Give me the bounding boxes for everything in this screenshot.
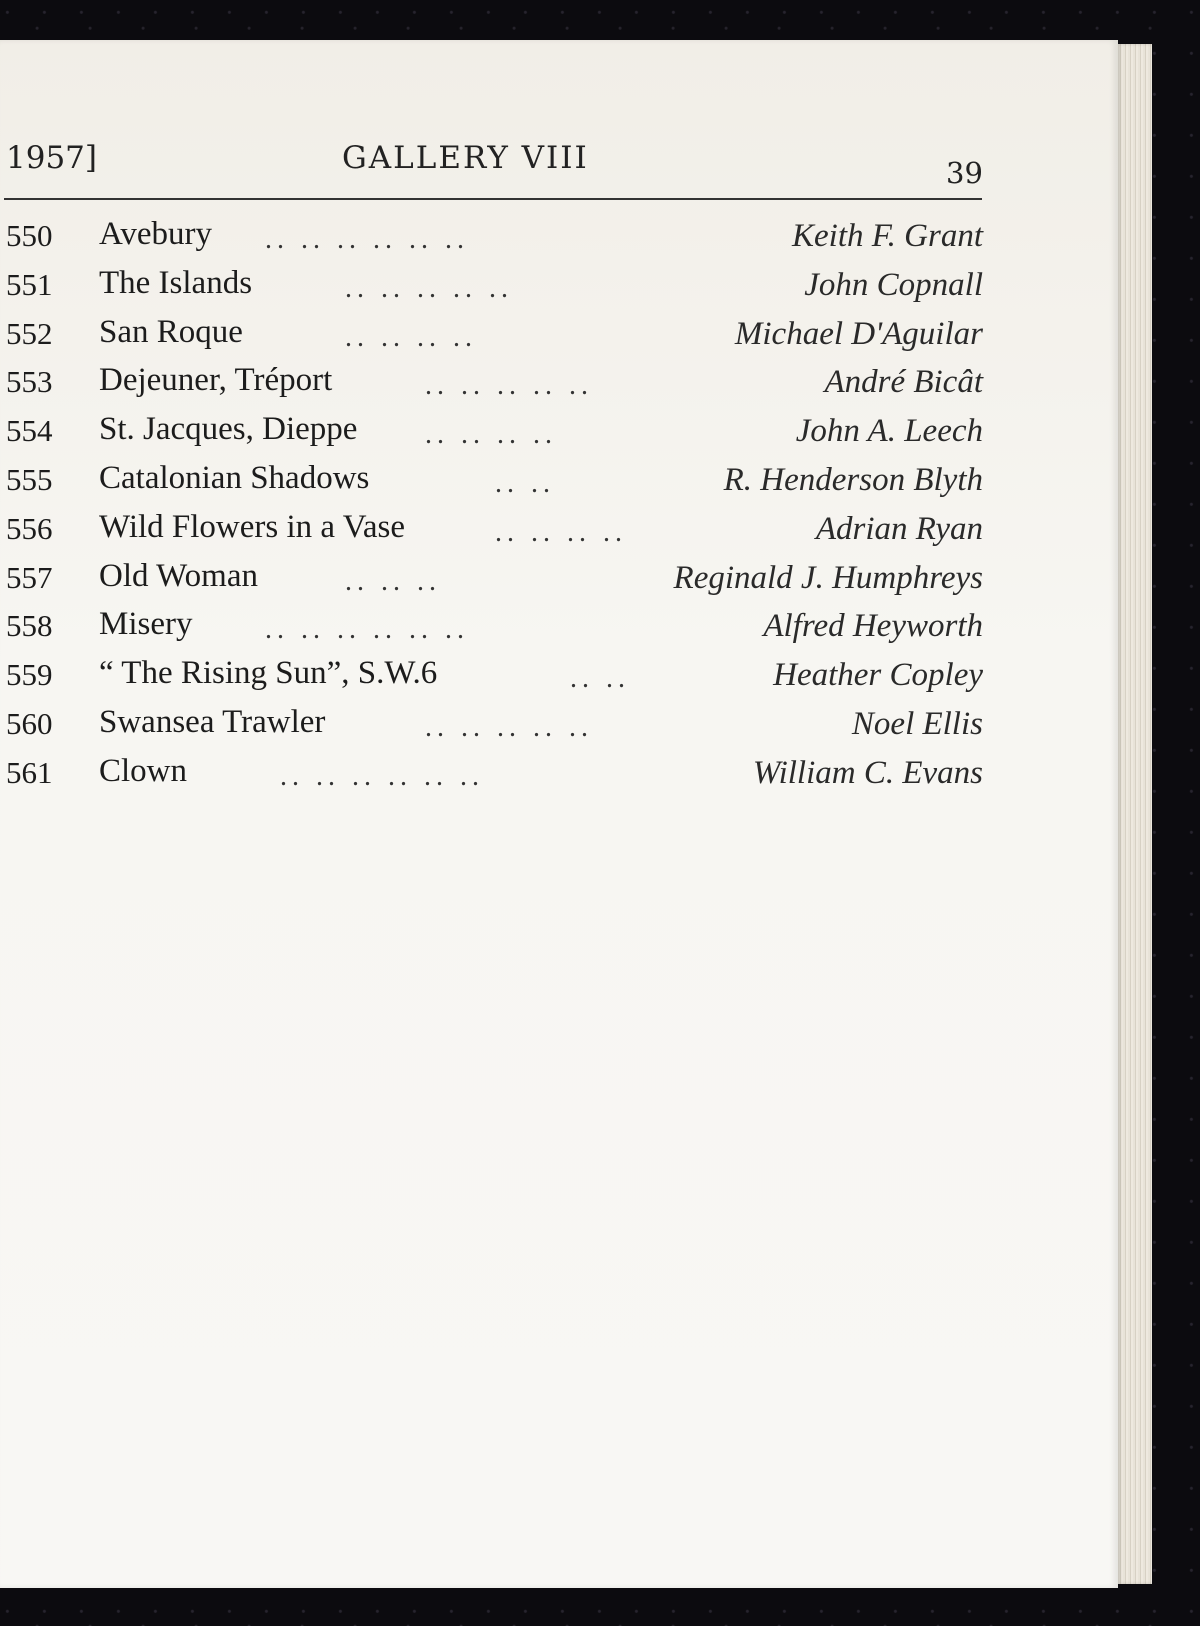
page-stack-edge	[1118, 44, 1152, 1584]
catalogue-entry	[0, 407, 985, 456]
entry-title: “ The Rising Sun”, S.W.6	[99, 655, 438, 692]
entry-number: 556	[6, 510, 53, 546]
entry-title: Wild Flowers in a Vase	[99, 508, 406, 545]
entry-artist: Reginald J. Humphreys	[673, 559, 983, 596]
entry-artist: Adrian Ryan	[815, 510, 983, 547]
catalogue-entry	[0, 749, 985, 798]
dot-leader: .. .. .. .. ..	[425, 370, 593, 402]
dot-leader: .. .. .. ..	[345, 321, 477, 353]
entry-artist: Alfred Heyworth	[763, 608, 983, 645]
entry-artist: John A. Leech	[795, 413, 983, 450]
catalogue-entry	[0, 505, 985, 554]
entry-title: Clown	[99, 752, 188, 789]
entry-artist: John Copnall	[804, 266, 983, 303]
catalogue-entry	[0, 358, 985, 407]
entry-number: 557	[6, 559, 53, 595]
running-head	[0, 138, 990, 198]
entry-title: Dejeuner, Tréport	[99, 362, 333, 399]
entry-number: 552	[6, 315, 53, 351]
dot-leader: .. ..	[495, 467, 555, 499]
catalogue-entry	[0, 651, 985, 700]
page-number: 39	[946, 156, 983, 190]
entry-title: St. Jacques, Dieppe	[99, 411, 358, 448]
entry-number: 561	[6, 754, 53, 790]
year-label: 1957]	[6, 140, 97, 176]
entry-title: The Islands	[99, 264, 253, 301]
entry-artist: Keith F. Grant	[792, 218, 983, 254]
entry-number: 551	[6, 266, 53, 302]
dot-leader: .. .. .. .. ..	[425, 711, 593, 743]
entry-artist: André Bicât	[824, 364, 983, 401]
entry-title: Misery	[99, 606, 193, 643]
catalogue-entry	[0, 700, 985, 749]
entry-artist: R. Henderson Blyth	[723, 461, 983, 498]
entry-title: Old Woman	[99, 557, 258, 594]
dot-leader: .. .. .. .. ..	[345, 272, 513, 304]
dot-leader: .. .. .. ..	[495, 516, 627, 548]
catalogue-entry	[0, 212, 985, 261]
entry-artist: William C. Evans	[752, 754, 983, 791]
dot-leader: .. ..	[570, 663, 630, 695]
entry-number: 555	[6, 461, 53, 497]
entry-number: 560	[6, 705, 53, 741]
entry-number: 558	[6, 608, 53, 644]
dot-leader: .. .. .. .. .. ..	[280, 760, 484, 792]
header-rule	[4, 198, 982, 200]
entry-title: Catalonian Shadows	[99, 459, 370, 496]
dot-leader: .. .. ..	[345, 565, 441, 597]
dot-leader: .. .. .. ..	[425, 419, 557, 451]
entry-title: Avebury	[99, 216, 213, 252]
catalogue-entry	[0, 310, 985, 359]
entry-number: 550	[6, 218, 53, 253]
catalogue-list	[0, 212, 985, 798]
catalogue-entry	[0, 456, 985, 505]
catalogue-entry	[0, 554, 985, 603]
entry-number: 559	[6, 657, 53, 693]
entry-number: 553	[6, 364, 53, 400]
entry-title: San Roque	[99, 313, 243, 350]
entry-number: 554	[6, 413, 53, 449]
dot-leader: .. .. .. .. .. ..	[265, 614, 469, 646]
catalogue-entry	[0, 602, 985, 651]
catalogue-entry	[0, 261, 985, 310]
dot-leader: .. .. .. .. .. ..	[265, 224, 469, 255]
entry-artist: Noel Ellis	[851, 705, 983, 742]
gallery-title: GALLERY VIII	[342, 140, 589, 176]
entry-title: Swansea Trawler	[99, 703, 326, 740]
book-page	[0, 40, 1118, 1588]
entry-artist: Michael D'Aguilar	[734, 315, 983, 352]
entry-artist: Heather Copley	[773, 657, 983, 694]
